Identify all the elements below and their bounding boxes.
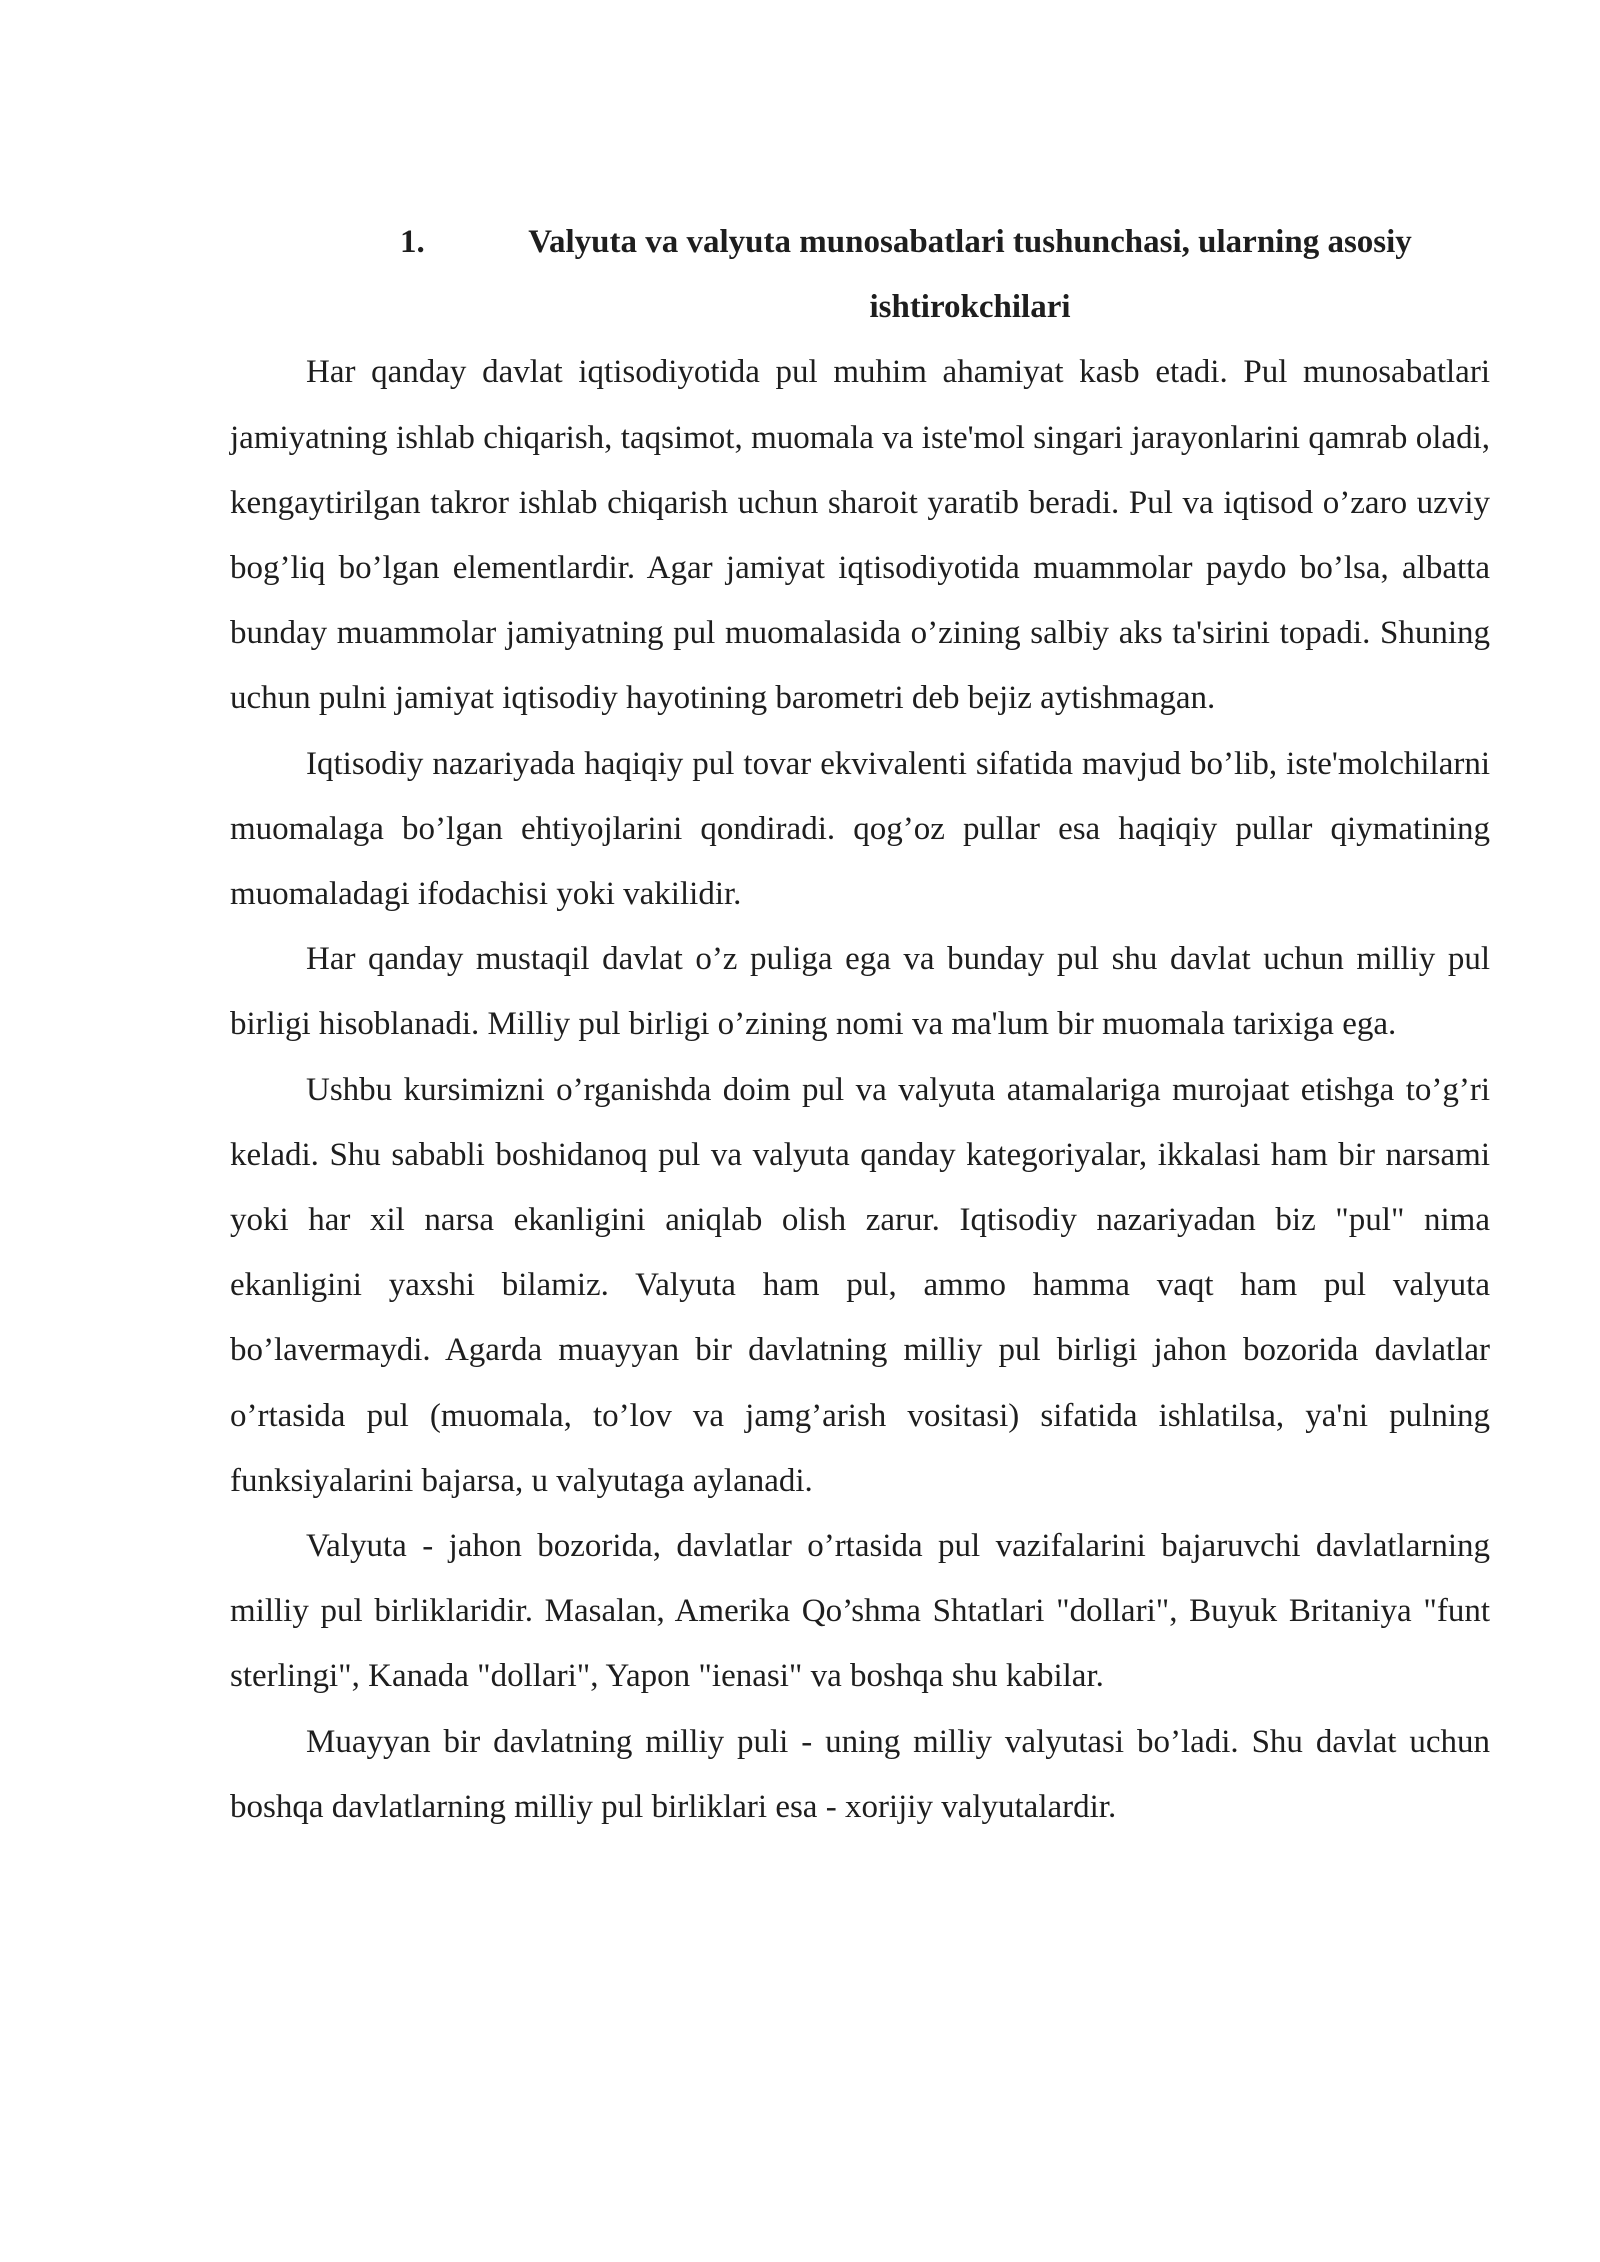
paragraph: Ushbu kursimizni o’rganishda doim pul va valyuta atamalariga murojaat etishga to’g’ri keladi. Shu sababli boshidanoq pul va valyuta qanday kategoriyalar, ikkalasi ham bir narsami yoki har xil narsa ekanligini aniqlab olish zarur. Iqtisodiy nazariyadan biz "pul" nima ekanligini yaxshi bilamiz. Valyuta ham pul, ammo hamma vaqt ham pul valyuta bo’lavermaydi. Agarda muayyan bir davlatning milliy pul birligi jahon bozorida davlatlar o’rtasida pul (muomala, to’lov va jamg’arish vositasi) sifatida ishlatilsa, ya'ni pulning funksiyalarini bajarsa, u valyutaga aylanadi. — [230, 1071, 1490, 1499]
document-body — [230, 210, 1490, 1840]
paragraph: Iqtisodiy nazariyada haqiqiy pul tovar ekvivalenti sifatida mavjud bo’lib, iste'molchilarni muomalaga bo’lgan ehtiyojlarini qondiradi. qog’oz pullar esa haqiqiy pullar qiymatining muomaladagi ifodachisi yoki vakilidir. — [230, 745, 1490, 913]
paragraph: Muayyan bir davlatning milliy puli - uning milliy valyutasi bo’ladi. Shu davlat uchun boshqa davlatlarning milliy pul birliklari esa - xorijiy valyutalardir. — [230, 1723, 1490, 1825]
section-heading — [230, 210, 1490, 340]
heading-text: Valyuta va valyuta munosabatlari tushunchasi, ularning asosiy ishtirokchilari — [528, 224, 1412, 326]
paragraph: Har qanday davlat iqtisodiyotida pul muhim ahamiyat kasb etadi. Pul munosabatlari jamiyatning ishlab chiqarish, taqsimot, muomala va iste'mol singari jarayonlarini qamrab oladi, kengaytirilgan takror ishlab chiqarish uchun sharoit yaratib beradi. Pul va iqtisod o’zaro uzviy bog’liq bo’lgan elementlardir. Agar jamiyat iqtisodiyotida muammolar paydo bo’lsa, albatta bunday muammolar jamiyatning pul muomalasida o’zining salbiy aks ta'sirini topadi. Shuning uchun pulni jamiyat iqtisodiy hayotining barometri deb bejiz aytishmagan. — [230, 354, 1490, 717]
heading-number: 1. — [400, 224, 425, 260]
paragraph: Valyuta - jahon bozorida, davlatlar o’rtasida pul vazifalarini bajaruvchi davlatlarning milliy pul birliklaridir. Masalan, Amerika Qo’shma Shtatlari "dollari", Buyuk Britaniya "funt sterlingi", Kanada "dollari", Yapon "ienasi" va boshqa shu kabilar. — [230, 1528, 1490, 1695]
paragraph: Har qanday mustaqil davlat o’z puliga ega va bunday pul shu davlat uchun milliy pul birligi hisoblanadi. Milliy pul birligi o’zining nomi va ma'lum bir muomala tarixiga ega. — [230, 941, 1490, 1043]
